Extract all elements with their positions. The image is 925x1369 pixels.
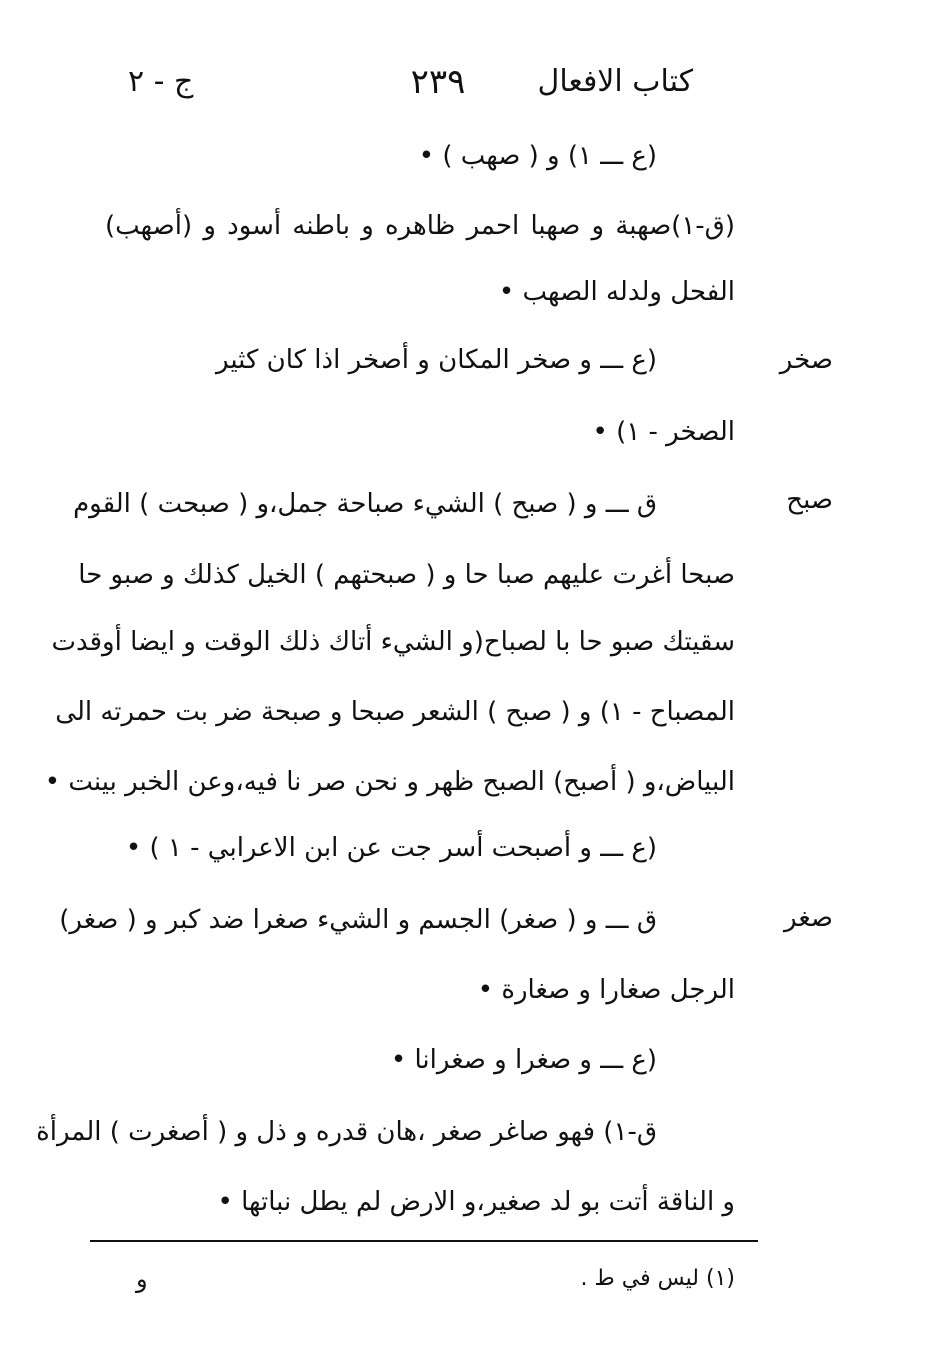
text-line: صبحا أغرت عليهم صبا حا و ( صبحتهم ) الخيل كذلك و صبو حا	[78, 560, 735, 590]
text-line: (ق-١)صهبة و صهبا احمر ظاهره و باطنه أسود و (أصهب)	[105, 211, 735, 241]
margin-entry-sighar: صغر	[784, 903, 833, 933]
margin-entry-sabh: صبح	[786, 485, 833, 515]
volume-part: ج - ٢	[128, 64, 194, 99]
catchword: و	[136, 1265, 148, 1293]
text-line: ق ـــ و ( صغر) الجسم و الشيء صغرا ضد كبر و ( صغر)	[59, 905, 657, 935]
text-line: المصباح - ١) و ( صبح ) الشعر صبحا و صبحة ضر بت حمرته الى	[55, 697, 735, 727]
text-line: (ع ـــ و أصبحت أسر جت عن ابن الاعرابي - ١ ) •	[125, 833, 657, 863]
text-line: الفحل ولدله الصهب •	[498, 277, 735, 307]
text-line: و الناقة أتت بو لد صغير،و الارض لم يطل نباتها •	[217, 1187, 735, 1217]
text-line: البياض،و ( أصبح) الصبح ظهر و نحن صر نا فيه،وعن الخبر بينت •	[44, 767, 735, 797]
text-line: (ع ـــ و صخر المكان و أصخر اذا كان كثير	[215, 345, 657, 375]
text-line: الصخر - ١) •	[592, 417, 735, 447]
text-line: ق ـــ و ( صبح ) الشيء صباحة جمل،و ( صبحت ) القوم	[73, 489, 657, 519]
text-line: (ع ـــ ١) و ( صهب ) •	[418, 141, 657, 171]
footnote: (١) ليس في ط .	[580, 1266, 735, 1291]
text-line: الرجل صغارا و صغارة •	[477, 975, 735, 1005]
page-number: ٢٣٩	[410, 62, 466, 102]
margin-entry-sakhr: صخر	[779, 345, 833, 375]
footnote-rule	[90, 1240, 758, 1242]
text-line: (ع ـــ و صغرا و صغرانا •	[390, 1045, 657, 1075]
running-title: كتاب الافعال	[537, 64, 693, 99]
text-line: ق-١) فهو صاغر صغر ،هان قدره و ذل و ( أصغرت ) المرأة	[36, 1117, 657, 1147]
text-line: سقيتك صبو حا با لصباح(و الشيء أتاك ذلك الوقت و ايضا أوقدت	[51, 627, 735, 657]
